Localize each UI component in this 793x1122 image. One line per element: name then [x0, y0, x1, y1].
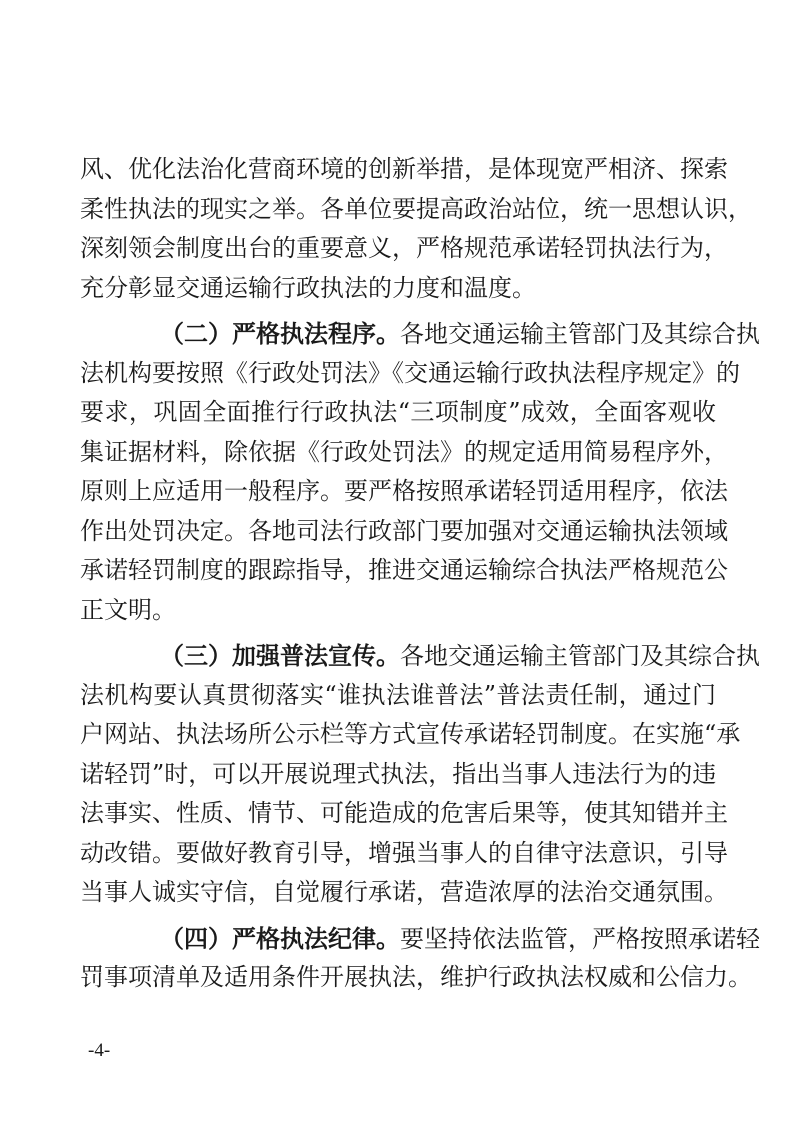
section-heading: （三）加强普法宣传。 — [160, 641, 400, 670]
text-line — [80, 636, 760, 676]
document-body — [80, 150, 760, 998]
text-run: 要坚持依法监管，严格按照承诺轻 — [400, 924, 760, 953]
section-heading: （四）严格执法纪律。 — [160, 923, 400, 953]
text-run: 各地交通运输主管部门及其综合执 — [400, 320, 760, 348]
text-line — [80, 314, 760, 354]
text-line: 法事实、性质、情节、可能造成的危害后果等，使其知错并主 — [80, 799, 728, 827]
text-line: 罚事项清单及适用条件开展执法，维护行政执法权威和公信力。 — [80, 963, 752, 991]
text-line: 正文明。 — [80, 595, 176, 624]
text-line: 法机构要认真贯彻落实“谁执法谁普法”普法责任制，通过门 — [80, 680, 716, 709]
text-line: 深刻领会制度出台的重要意义，严格规范承诺轻罚执法行为， — [80, 234, 728, 262]
text-line — [80, 919, 760, 959]
text-line: 法机构要按照《行政处罚法》《交通运输行政执法程序规定》的 — [80, 358, 740, 387]
text-line: 诺轻罚”时，可以开展说理式执法，指出当事人违法行为的违 — [80, 759, 717, 788]
text-line: 充分彰显交通运输行政执法的力度和温度。 — [80, 273, 536, 302]
page-number: -4- — [88, 1040, 111, 1061]
text-line: 动改错。要做好教育引导，增强当事人的自律守法意识，引导 — [80, 838, 728, 867]
text-line: 作出处罚决定。各地司法行政部门要加强对交通运输执法领域 — [80, 516, 728, 545]
text-line: 柔性执法的现实之举。各单位要提高政治站位，统一思想认识， — [80, 194, 752, 223]
text-line: 要求，巩固全面推行行政执法“三项制度”成效，全面客观收 — [80, 398, 716, 426]
text-line: 当事人诚实守信，自觉履行承诺，营造浓厚的法治交通氛围。 — [80, 878, 728, 906]
text-line: 风、优化法治化营商环境的创新举措，是体现宽严相济、探索 — [80, 155, 728, 183]
text-run: 各地交通运输主管部门及其综合执 — [400, 642, 760, 670]
section-strict-procedure — [80, 314, 760, 630]
paragraph-continuation — [80, 150, 752, 308]
section-heading: （二）严格执法程序。 — [160, 319, 400, 348]
text-line: 原则上应适用一般程序。要严格按照承诺轻罚适用程序，依法 — [80, 477, 728, 505]
text-line: 户网站、执法场所公示栏等方式宣传承诺轻罚制度。在实施“承 — [80, 720, 741, 748]
section-enforcement-discipline — [80, 919, 760, 998]
section-legal-publicity — [80, 636, 760, 913]
text-line: 承诺轻罚制度的跟踪指导，推进交通运输综合执法严格规范公 — [80, 556, 728, 584]
text-line: 集证据材料，除依据《行政处罚法》的规定适用简易程序外， — [80, 437, 728, 466]
